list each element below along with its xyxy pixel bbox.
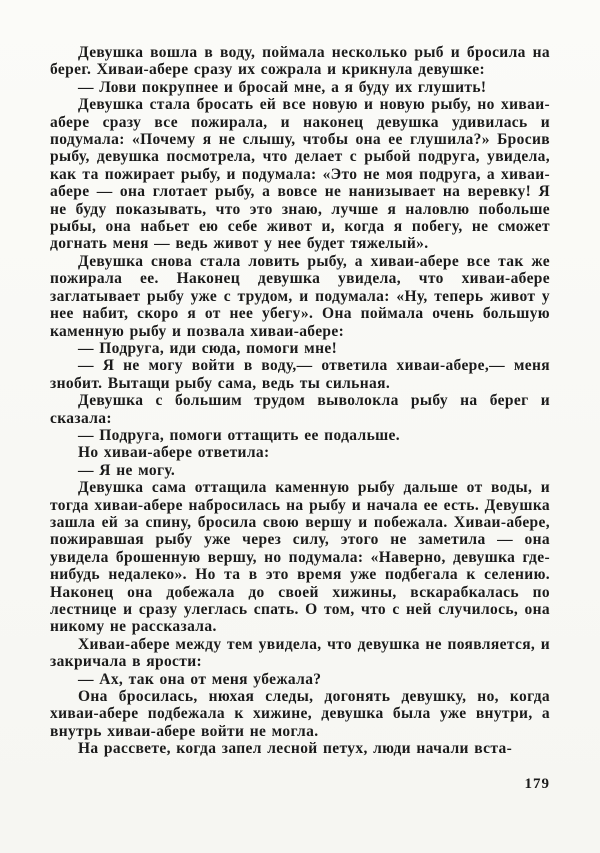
paragraph-dialogue: — Лови покрупнее и бросай мне, а я буду их глушить! [78,78,487,96]
paragraph-dialogue: — Ах, так она от меня убежала? [78,670,322,688]
paragraph: Девушка с большим трудом выволокла рыбу на берег и сказала: [50,392,550,427]
page-number: 179 [524,775,550,792]
story-text-block [50,44,550,758]
paragraph: Она бросилась, нюхая следы, догонять девушку, но, когда хиваи-абере подбежала к хижине, девушка была уже внутри, а внутрь хиваи-абере войти не могла. [50,688,550,740]
paragraph: Девушка вошла в воду, поймала несколько рыб и бросила на берег. Хиваи-абере сразу их сожрала и крикнула девушке: [50,44,550,79]
paragraph-dialogue: — Я не могу войти в воду,— ответила хиваи-абере,— меня знобит. Вытащи рыбу сама, ведь ты сильная. [50,357,550,392]
paragraph: На рассвете, когда запел лесной петух, люди начали вста- [78,740,513,758]
paragraph: Девушка стала бросать ей все новую и новую рыбу, но хиваи-абере сразу все пожирала, и наконец девушка удивилась и подумала: «Почему я не слышу, чтобы она ее глушила?» Бросив рыбу, девушка посмотрела, что делает с рыбой подруга, увидела, как та пожирает рыбу, и подумала: «Это не моя подруга, а хиваи-абере — она глотает рыбу, а вовсе не нанизывает на веревку! Я не буду показывать, что это знаю, лучше я наловлю побольше рыбы, она набьет ею себе живот и, когда я побегу, не сможет догнать меня — ведь живот у нее будет тяжелый». [50,96,550,253]
paragraph-dialogue: — Подруга, иди сюда, помоги мне! [78,339,338,357]
paragraph: Но хиваи-абере ответила: [78,444,270,462]
paragraph-dialogue: — Подруга, помоги оттащить ее подальше. [78,426,401,444]
paragraph-dialogue: — Я не могу. [78,461,176,479]
paragraph: Девушка снова стала ловить рыбу, а хиваи-абере все так же пожирала ее. Наконец девушка увидела, что хиваи-абере заглатывает рыбу уже с трудом, и подумала: «Ну, теперь живот у нее набит, скоро я от нее убегу». Она поймала очень большую каменную рыбу и позвала хиваи-абере: [50,252,550,340]
paragraph: Девушка сама оттащила каменную рыбу дальше от воды, и тогда хиваи-абере набросилась на рыбу и начала ее есть. Девушка зашла ей за спину, бросила свою вершу и побежала. Хиваи-абере, пожиравшая рыбу уже через силу, этого не заметила — она увидела брошенную вершу, но подумала: «Наверно, девушка где-нибудь недалеко». Но та в это время уже подбегала к селению. Наконец она добежала до своей хижины, вскарабкалась по лестнице и сразу улеглась спать. О том, что с ней случилось, она никому не рассказала. [50,479,550,636]
paragraph: Хиваи-абере между тем увидела, что девушка не появляется, и закричала в ярости: [50,635,550,671]
